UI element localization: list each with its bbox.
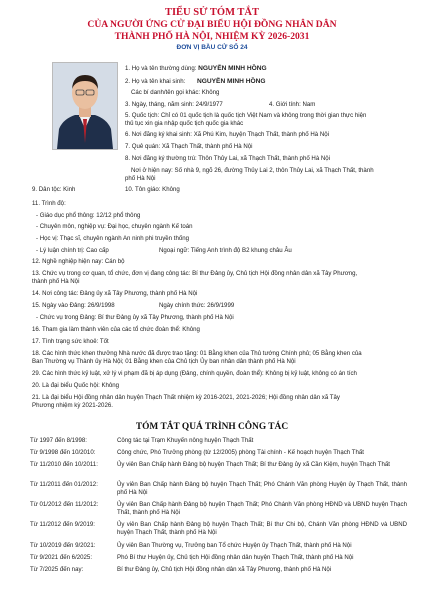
field-party-official-date: Ngày chính thức: 26/9/1999 <box>159 302 235 309</box>
career-date: Từ 11/2010 đến 10/2011: <box>30 461 98 468</box>
field-health: 17. Tình trạng sức khoẻ: Tốt <box>32 338 109 345</box>
field-birth-name: 2. Họ và tên khai sinh: NGUYỄN MINH HỒNG <box>125 78 266 85</box>
field-nationality-line1: 5. Quốc tịch: Chỉ có 01 quốc tịch là quốc tịch Việt Nam và không trong thời gian thực hiện <box>125 112 367 119</box>
doc-subtitle-1: CỦA NGƯỜI ỨNG CỬ ĐẠI BIỂU HỘI ĐỒNG NHÂN DÂN <box>87 19 337 30</box>
career-date: Từ 11/2012 đến 9/2019: <box>30 521 95 528</box>
career-date: Từ 9/1998 đến 10/2010: <box>30 449 96 456</box>
field-ethnicity: 9. Dân tộc: Kinh <box>32 186 76 193</box>
field-awards-line1: 18. Các hình thức khen thưởng Nhà nước đã được trao tặng: 01 Bằng khen của Thủ tướng Chính phủ; 05 Bằng khen của <box>32 350 362 357</box>
field-organizations: 16. Tham gia làm thành viên của các tổ chức đoàn thể: Không <box>32 326 200 333</box>
doc-title: TIỂU SỬ TÓM TẮT <box>164 7 260 18</box>
field-occupation: 12. Nghề nghiệp hiện nay: Cán bộ <box>32 258 125 265</box>
career-desc: Bí thư Đảng ủy, Chủ tịch Hội đồng nhân dân xã Tây Phương, thành phố Hà Nội <box>117 566 332 573</box>
career-section-title: TÓM TẮT QUÁ TRÌNH CÔNG TÁC <box>135 422 289 432</box>
field-party-join-date: 15. Ngày vào Đảng: 26/9/1998 <box>32 302 115 309</box>
field-foreign-language: Ngoại ngữ: Tiếng Anh trình độ B2 khung châu Âu <box>159 247 292 254</box>
field-position-line2: thành phố Hà Nội <box>32 278 80 285</box>
career-date: Từ 1997 đến 8/1998: <box>30 437 87 444</box>
electoral-unit: ĐƠN VỊ BẦU CỬ SỐ 24 <box>176 44 248 51</box>
career-date: Từ 9/2021 đến 6/2025: <box>30 554 93 561</box>
field-discipline: 29. Các hình thức kỷ luật, xử lý vi phạm đã bị áp dụng (Đảng, chính quyền, đoàn thể): Không bị kỷ luật, không có án tích <box>32 370 357 377</box>
field-current-address-line2: phố Hà Nội <box>125 175 156 182</box>
career-desc: Công tác tại Trạm Khuyến nông huyện Thạch Thất <box>117 437 254 444</box>
field-religion: 10. Tôn giáo: Không <box>125 186 180 193</box>
career-desc: Ủy viên Ban Chấp hành Đảng bộ huyện Thạch Thất; Bí thư Đảng ủy xã Cần Kiệm, huyện Thạch Thất <box>117 461 390 468</box>
field-gender: 4. Giới tính: Nam <box>269 101 316 108</box>
field-hometown: 7. Quê quán: Xã Thạch Thất, thành phố Hà Nội <box>125 143 253 150</box>
career-desc: Ủy viên Ban Chấp hành Đảng bộ huyện Thạch Thất; Phó Chánh Văn phòng HĐND và UBND huyện Thạch Thất, thành phố Hà Nội <box>117 501 407 516</box>
career-date: Từ 11/2011 đến 01/2012: <box>30 481 98 488</box>
career-desc: Ủy viên Ban Chấp hành Đảng bộ huyện Thạch Thất; Bí thư Chi bộ, Chánh Văn phòng HĐND và UBND huyện Thạch Thất, thành phố Hà Nội <box>117 521 407 536</box>
common-name-value: NGUYỄN MINH HỒNG <box>198 65 267 72</box>
field-degree: - Học vị: Thạc sĩ, chuyên ngành An ninh phi truyền thống <box>36 235 190 242</box>
field-general-education: - Giáo dục phổ thông: 12/12 phổ thông <box>36 212 141 219</box>
field-council-history-line1: 21. Là đại biểu Hội đồng nhân dân huyện Thạch Thất nhiệm kỳ 2016-2021, 2021-2026; Hội đồng nhân dân xã Tây <box>32 394 340 401</box>
doc-subtitle-2: THÀNH PHỐ HÀ NỘI, NHIỆM KỲ 2026-2031 <box>114 31 310 42</box>
field-awards-line2: Ban Thường vụ Thành ủy Hà Nội; 01 Bằng khen của Chủ tịch Ủy ban nhân dân thành phố Hà Nội <box>32 358 296 365</box>
field-aliases: Các bí danh/tên gọi khác: Không <box>131 89 220 96</box>
field-political-theory: - Lý luận chính trị: Cao cấp <box>36 247 109 254</box>
field-council-history-line2: Phương nhiệm kỳ 2021-2026. <box>32 402 113 409</box>
birth-name-value: NGUYỄN MINH HỒNG <box>197 78 266 85</box>
career-desc: Ủy viên Ban Thường vụ, Trưởng ban Tổ chức Huyện ủy Thạch Thất, thành phố Hà Nội <box>117 542 352 549</box>
career-desc: Công chức, Phó Trưởng phòng (từ 12/2005) phòng Tài chính - Kế hoạch huyện Thạch Thất <box>117 449 364 456</box>
field-party-position: - Chức vụ trong Đảng: Bí thư Đảng ủy xã Tây Phương, thành phố Hà Nội <box>36 314 234 321</box>
career-desc: Phó Bí thư Huyện ủy, Chủ tịch Hội đồng nhân dân huyện Thạch Thất, thành phố Hà Nội <box>117 554 354 561</box>
field-birth-date: 3. Ngày, tháng, năm sinh: 24/9/1977 <box>125 101 223 108</box>
field-workplace: 14. Nơi công tác: Đảng ủy xã Tây Phương, thành phố Hà Nội <box>32 290 198 297</box>
field-current-address-line1: Nơi ở hiện nay: Số nhà 9, ngõ 26, đường Thủy Lai 2, thôn Thủy Lai, xã Thạch Thất, thành <box>131 167 374 174</box>
career-date: Từ 7/2025 đến nay: <box>30 566 84 573</box>
career-date: Từ 10/2019 đến 9/2021: <box>30 542 96 549</box>
candidate-portrait <box>52 62 118 150</box>
field-birth-registration: 6. Nơi đăng ký khai sinh: Xã Phú Kim, huyện Thạch Thất, thành phố Hà Nội <box>125 131 329 138</box>
field-nationality-line2: thủ tục xin gia nhập quốc tịch quốc gia khác <box>125 120 244 127</box>
field-position-line1: 13. Chức vụ trong cơ quan, tổ chức, đơn vị đang công tác: Bí thư Đảng ủy, Chủ tịch Hội đồng nhân dân xã Tây Phương, <box>32 270 358 277</box>
field-permanent-address: 8. Nơi đăng ký thường trú: Thôn Thủy Lai, xã Thạch Thất, thành phố Hà Nội <box>125 155 331 162</box>
field-common-name: 1. Họ và tên thường dùng: NGUYỄN MINH HỒNG <box>125 65 267 72</box>
field-education-heading: 11. Trình độ: <box>32 200 66 207</box>
field-national-assembly: 20. Là đại biểu Quốc hội: Không <box>32 382 120 389</box>
field-specialty: - Chuyên môn, nghiệp vụ: Đại học, chuyên ngành Kế toán <box>36 223 193 230</box>
career-date: Từ 01/2012 đến 11/2012: <box>30 501 99 508</box>
career-desc: Ủy viên Ban Chấp hành Đảng bộ huyện Thạch Thất; Phó Chánh Văn phòng Huyện ủy Thạch Thất, thành phố Hà Nội <box>117 481 407 496</box>
